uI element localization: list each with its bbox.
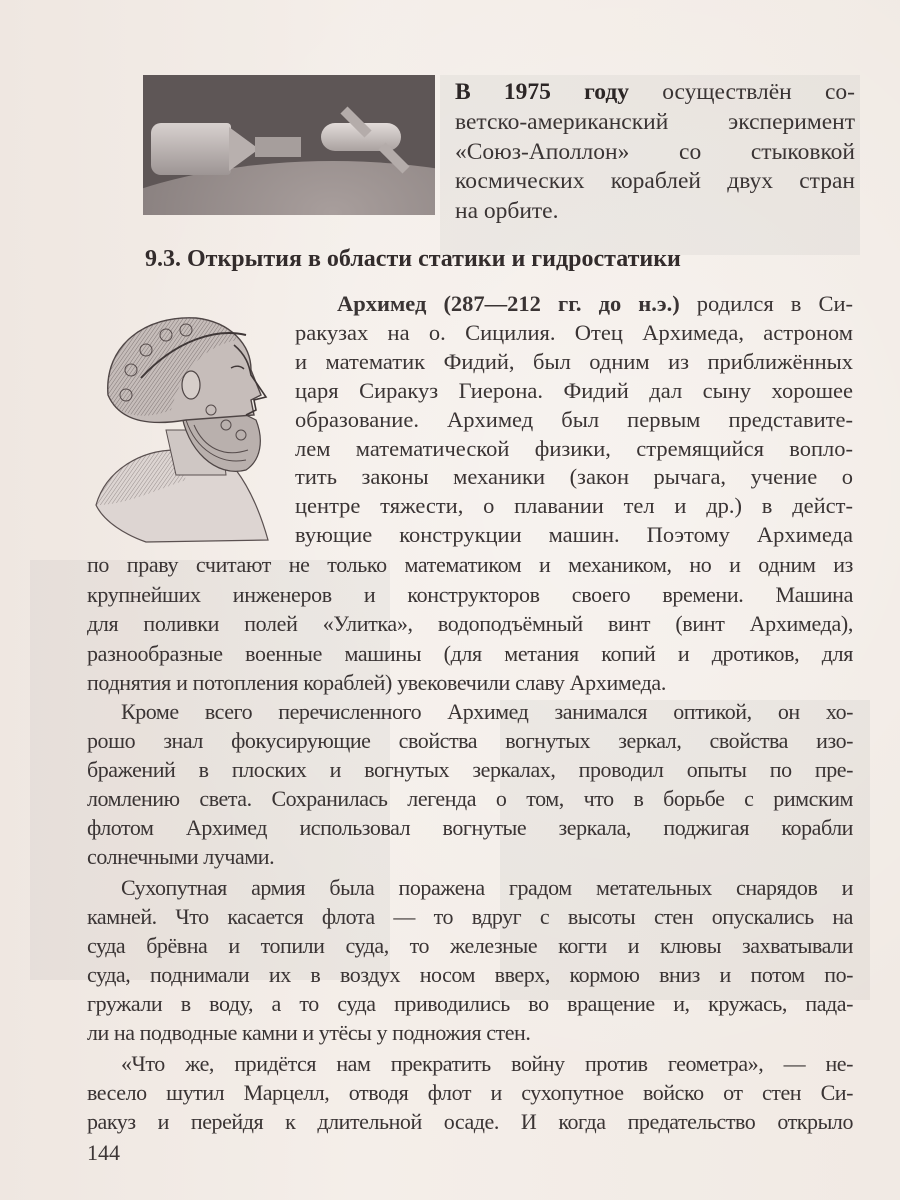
paragraph-optics	[87, 697, 853, 871]
text-line: камней. Что касается флота — то вдруг с высоты стен опускались на	[87, 904, 853, 929]
text-line: по праву считают не только математиком и механиком, но и одним из	[87, 552, 853, 577]
page-number: 144	[87, 1140, 120, 1165]
text-line	[87, 697, 853, 726]
paragraph-archimedes-bio	[295, 290, 853, 550]
paragraph-archimedes-bio-continued	[87, 550, 853, 698]
text-line: весело шутил Марцелл, отводя флот и сухопутное войско от стен Си-	[87, 1080, 853, 1105]
caption-bold: В 1975 году	[455, 79, 629, 105]
text-line: крупнейших инженеров и конструкторов своего времени. Машина	[87, 581, 853, 607]
photo-caption	[455, 78, 855, 227]
caption-text: осуществлён со-	[628, 79, 855, 105]
text-line: суда брёвна и топили суда, то железные когти и клювы захватывали	[87, 933, 853, 958]
text-fragment: Сухопутная армия была поражена градом метательных снарядов и	[121, 875, 853, 900]
text-fragment: «Что же, придётся нам прекратить войну против геометра», — не-	[121, 1051, 853, 1076]
text-line: ракузах на о. Сицилия. Отец Архимеда, астроном	[295, 319, 853, 345]
text-line: солнечными лучами.	[87, 844, 275, 869]
text-line: царя Сиракуз Гиерона. Фидий дал сыну хорошее	[295, 377, 853, 403]
text-line: рошо знал фокусирующие свойства вогнутых зеркал, свойства изо-	[87, 728, 853, 753]
text-line: ли на подводные камни и утёсы у подножия стен.	[87, 1020, 531, 1045]
paragraph-marcellus	[87, 1049, 853, 1136]
caption-line: ветско-американский эксперимент	[455, 108, 855, 135]
text-line: поднятия и потопления кораблей) увековечили славу Архимеда.	[87, 670, 666, 695]
text-line: вующие конструкции машин. Поэтому Архимеда	[295, 522, 853, 548]
text-fragment: родился в Си-	[679, 291, 853, 316]
text-line: бражений в плоских и вогнутых зеркалах, проводил опыты по пре-	[87, 757, 853, 782]
text-line: и математик Фидий, был одним из приближённых	[295, 348, 853, 374]
caption-line: на орбите.	[455, 198, 559, 225]
paragraph-siege-machines	[87, 873, 853, 1047]
text-line: суда, поднимали их в воздух носом вверх, кормою вниз и потом по-	[87, 962, 853, 987]
text-line	[87, 1049, 853, 1078]
section-heading: 9.3. Открытия в области статики и гидростатики	[145, 246, 681, 272]
text-line: ломлению света. Сохранилась легенда о том, что в борьбе с римским	[87, 786, 853, 811]
caption-line	[455, 78, 855, 108]
text-line	[295, 290, 853, 319]
text-line: флотом Архимед использовал вогнутые зеркала, поджигая корабли	[87, 815, 853, 840]
text-line: для поливки полей «Улитка», водоподъёмный винт (винт Архимеда),	[87, 611, 853, 636]
apollo-module	[151, 123, 231, 175]
archimedes-bust-illustration	[86, 300, 286, 545]
text-line: тить законы механики (закон рычага, учение о	[295, 464, 853, 490]
docking-module	[255, 137, 301, 157]
caption-line: космических кораблей двух стран	[455, 168, 855, 195]
text-line: лем математической физики, стремящийся вопло-	[295, 435, 853, 461]
caption-line: «Союз-Аполлон» со стыковкой	[455, 138, 855, 165]
text-line: образование. Архимед был первым представите-	[295, 406, 853, 432]
archimedes-dates: Архимед (287—212 гг. до н.э.)	[337, 291, 680, 316]
text-line: разнообразные военные машины (для метания копий и дротиков, для	[87, 640, 853, 666]
text-fragment: Кроме всего перечисленного Архимед занимался оптикой, он хо-	[121, 699, 853, 724]
text-line: центре тяжести, о плавании тел и др.) в дейст-	[295, 493, 853, 519]
text-line: гружали в воду, а то суда приводились во вращение и, кружась, пада-	[87, 991, 853, 1016]
text-line	[87, 873, 853, 902]
text-line: ракуз и перейдя к длительной осаде. И когда предательство открыло	[87, 1109, 853, 1134]
soyuz-apollo-photo	[143, 75, 435, 215]
